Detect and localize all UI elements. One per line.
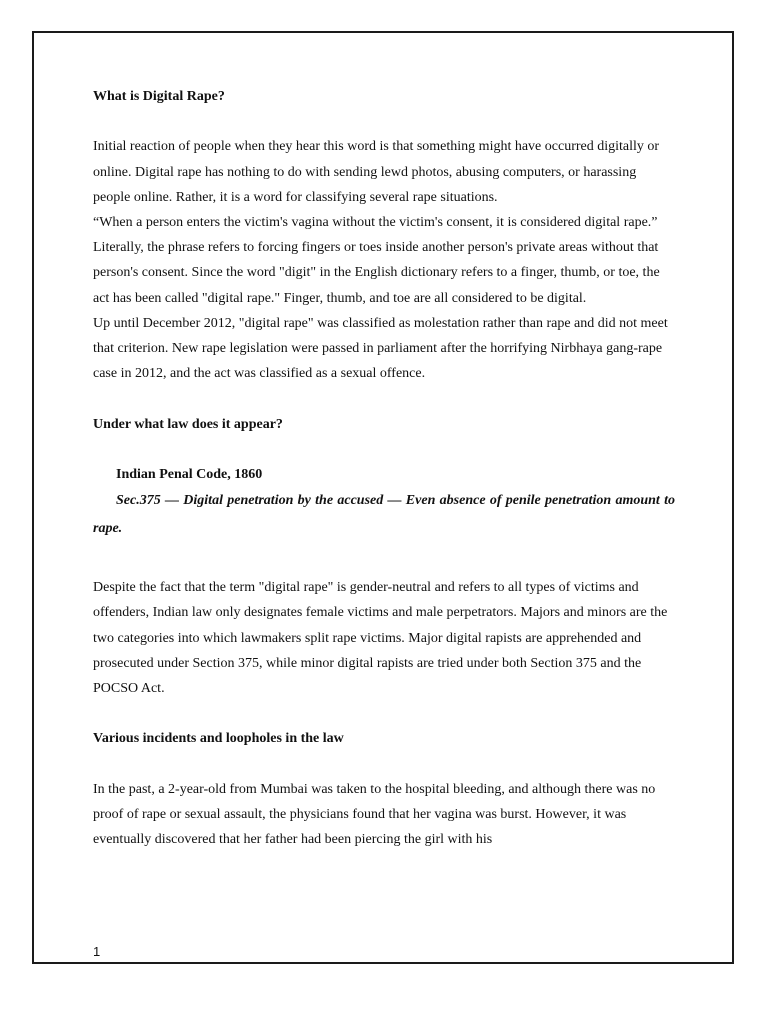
paragraph-gender-neutral: Despite the fact that the term "digital rape" is gender-neutral and refers to all types of victims and offenders, Indian law only designates female victims and male perpetrators. Majors and minors are the two categories into which lawmakers split rape victims. Major digital rapists are apprehended and prosecuted under Section 375, while minor digital rapists are tried under both Section 375 and the POCSO Act.: [93, 580, 668, 697]
heading-what-is-digital-rape: What is Digital Rape?: [93, 89, 225, 104]
spacer: [93, 437, 675, 462]
paragraph-history: Up until December 2012, "digital rape" was classified as molestation rather than rape and did not meet that criterion. New rape legislation were passed in parliament after the horrifying Nirbhaya gang-rape case in 2012, and the act was classified as a sexual offence.: [93, 315, 668, 382]
spacer: [93, 543, 675, 575]
spacer: [93, 109, 675, 134]
paragraph-definition: “When a person enters the victim's vagina without the victim's consent, it is considered digital rape.” Literally, the phrase refers to forcing fingers or toes inside another person's private areas without that person's consent. Since the word "digit" in the English dictionary refers to a finger, thumb, or toe, the act has been called "digital rape." Finger, thumb, and toe are all considered to be digital.: [93, 215, 660, 306]
document-body: [93, 84, 675, 852]
spacer: [93, 386, 675, 411]
spacer: [93, 701, 675, 726]
page-number: 1: [93, 944, 101, 959]
law-heading: Indian Penal Code, 1860: [116, 467, 263, 482]
section-375-quote: Sec.375 — Digital penetration by the accused — Even absence of penile penetration amount to rape.: [93, 493, 675, 537]
paragraph-intro: Initial reaction of people when they hear this word is that something might have occurred digitally or online. Digital rape has nothing to do with sending lewd photos, abusing computers, or harassing people online. Rather, it is a word for classifying several rape situations.: [93, 139, 660, 205]
heading-incidents-loopholes: Various incidents and loopholes in the law: [93, 731, 344, 747]
heading-under-what-law: Under what law does it appear?: [93, 416, 283, 432]
spacer: [93, 752, 675, 777]
paragraph-mumbai-case: In the past, a 2-year-old from Mumbai was taken to the hospital bleeding, and although there was no proof of rape or sexual assault, the physicians found that her vagina was burst. However, it was eventually discovered that her father had been piercing the girl with his: [93, 781, 656, 848]
